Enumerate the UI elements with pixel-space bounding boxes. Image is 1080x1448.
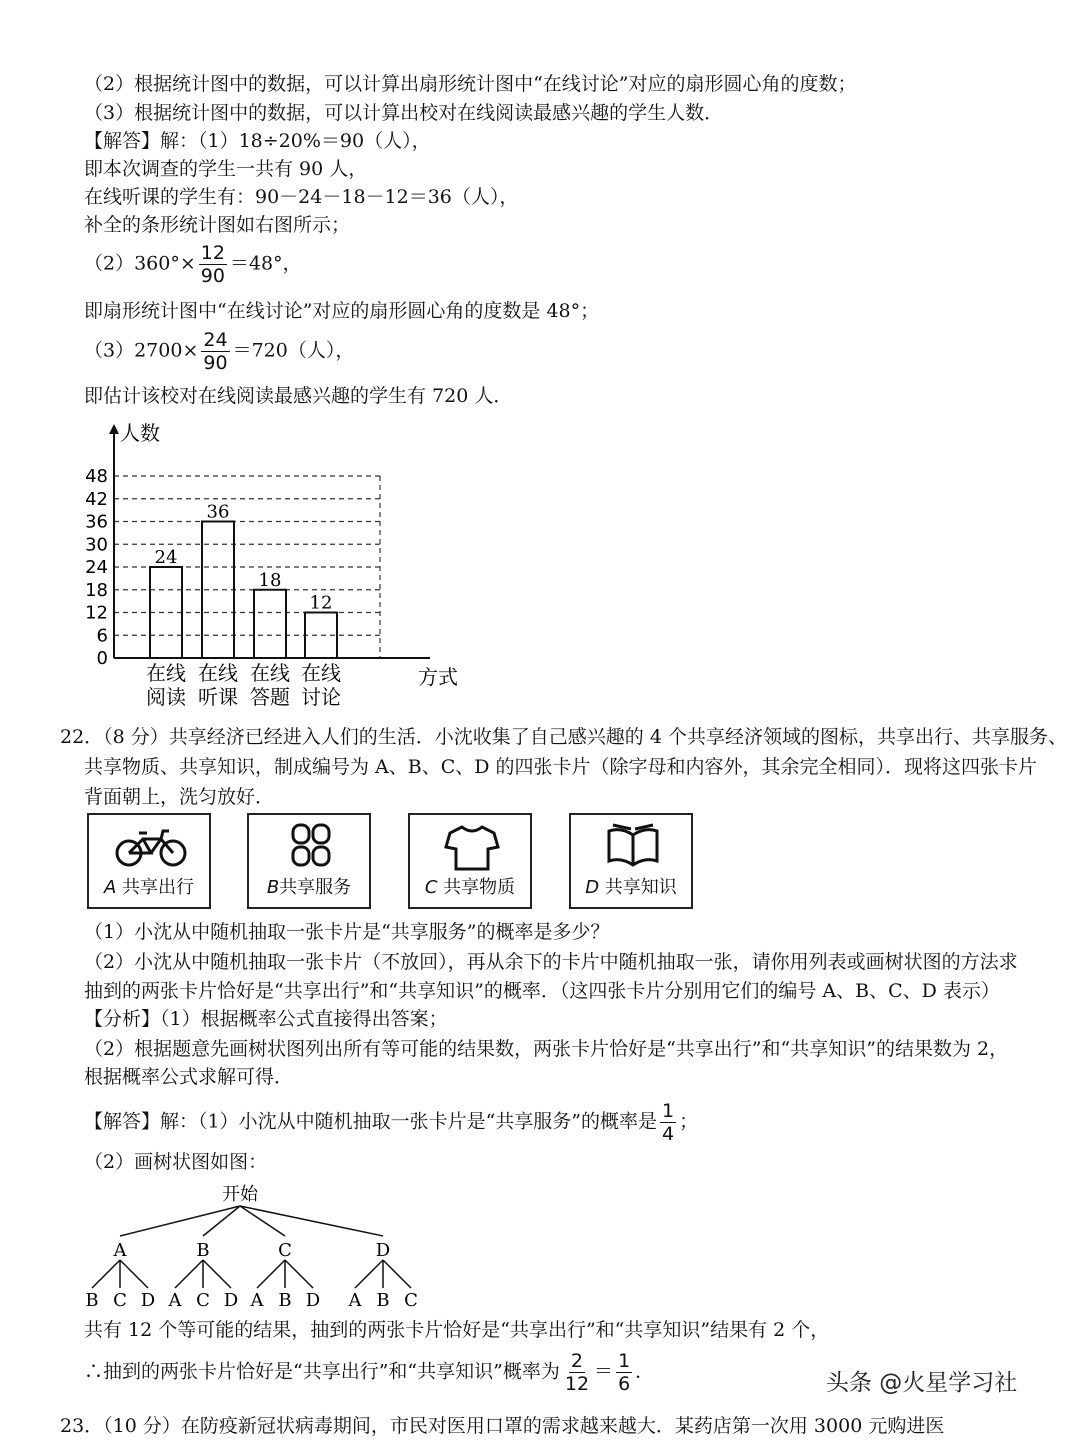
fraction-denominator: 90 [200, 265, 225, 287]
tree-leaf: D [305, 1290, 321, 1310]
text-line: （3）根据统计图中的数据，可以计算出校对在线阅读最感兴趣的学生人数． [84, 102, 724, 124]
text-line: 即估计该校对在线阅读最感兴趣的学生有 720 人． [84, 385, 513, 407]
y-axis-arrow [109, 424, 119, 434]
tree-diagram [80, 1180, 440, 1310]
formula-prefix: （2）360°× [84, 252, 196, 275]
text-line: 抽到的两张卡片恰好是“共享出行”和“共享知识”的概率．（这四张卡片分别用它们的编号 A、B、C、D 表示） [84, 980, 1000, 1002]
x-axis-title: 方式 [418, 665, 458, 689]
tree-leaf: D [140, 1290, 156, 1310]
fraction [616, 1350, 632, 1395]
formula-suffix: ＝720（人）， [232, 339, 355, 362]
tree-edge [120, 1260, 148, 1288]
fraction [201, 329, 229, 374]
fraction [660, 1100, 676, 1145]
text-line: 【解答】解：（1）18÷20%＝90（人）， [84, 130, 431, 152]
formula-line [84, 1100, 698, 1145]
card-label: 共享物质 [443, 877, 516, 898]
tree-node: A [113, 1240, 127, 1261]
fraction-numerator: 2 [570, 1350, 583, 1372]
formula-suffix: ． [635, 1360, 655, 1383]
tree-edge [383, 1260, 411, 1288]
card-b [247, 813, 371, 909]
text-line: 在线听课的学生有：90－24－18－12＝36（人）， [84, 186, 519, 208]
bar-data-label: 24 [154, 547, 178, 568]
card-letter: D [585, 877, 600, 898]
tree-node: C [278, 1240, 292, 1261]
tree-node: B [196, 1240, 210, 1261]
bar-chart [70, 412, 490, 712]
equals-sign: ＝ [594, 1360, 614, 1383]
y-axis-title: 人数 [120, 421, 160, 445]
bar [254, 590, 286, 658]
card-caption [571, 873, 691, 899]
text-line: 根据概率公式求解可得． [84, 1066, 294, 1088]
x-tick-label: 听课 [198, 685, 238, 709]
formula-line [84, 242, 302, 287]
fraction [199, 242, 227, 287]
x-tick-label: 答题 [250, 685, 290, 709]
tree-edge [175, 1260, 203, 1288]
tree-edge [203, 1260, 231, 1288]
card-caption [410, 873, 530, 899]
text-line: （2）画树状图如图： [84, 1151, 268, 1173]
text-line: 共有 12 个等可能的结果，抽到的两张卡片恰好是“共享出行”和“共享知识”结果有 2 个， [84, 1319, 830, 1341]
bar-data-label: 18 [258, 569, 282, 591]
tree-leaf: C [113, 1290, 127, 1310]
formula-suffix: ； [679, 1110, 699, 1133]
tree-edge [285, 1260, 313, 1288]
card-letter: A [103, 877, 117, 898]
card-caption [89, 873, 209, 899]
question-22-line: 背面朝上，洗匀放好． [84, 786, 275, 808]
text-line: （1）小沈从中随机抽取一张卡片是“共享服务”的概率是多少？ [84, 921, 610, 943]
formula-prefix: ∴抽到的两张卡片恰好是“共享出行”和“共享知识”概率为 [84, 1360, 560, 1383]
card-c [408, 813, 532, 909]
x-tick-label: 在线 [198, 661, 238, 685]
fraction [563, 1350, 591, 1395]
fraction-numerator: 12 [200, 242, 225, 264]
tree-leaf: B [85, 1290, 99, 1310]
tree-edge [92, 1260, 120, 1288]
x-tick-label: 在线 [301, 661, 341, 685]
formula-suffix: ＝48°， [229, 252, 302, 275]
question-22-line: 共享物质、共享知识，制成编号为 A、B、C、D 的四张卡片（除字母和内容外，其余完全相同）．现将这四张卡片 [84, 756, 1038, 778]
tree-leaf: B [376, 1290, 390, 1310]
y-tick-label: 12 [85, 602, 108, 624]
card-label: 共享服务 [279, 877, 352, 898]
x-tick-label: 在线 [250, 661, 290, 685]
text-line: 【分析】（1）根据概率公式直接得出答案； [84, 1008, 448, 1030]
tree-leaf: B [278, 1290, 292, 1310]
watermark: 头条 @火星学习社 [818, 1360, 1025, 1401]
tree-leaf: C [196, 1290, 210, 1310]
formula-line [84, 1350, 654, 1395]
y-tick-label: 0 [96, 648, 108, 669]
question-23-line: 23．（10 分）在防疫新冠状病毒期间，市民对医用口罩的需求越来越大．某药店第一次用 3000 元购进医 [60, 1415, 945, 1437]
fraction-denominator: 90 [203, 352, 228, 374]
fraction-denominator: 4 [662, 1123, 675, 1145]
bar-data-label: 36 [206, 501, 230, 523]
fraction-denominator: 12 [564, 1373, 590, 1395]
y-tick-label: 30 [85, 534, 108, 556]
tree-node: D [375, 1240, 391, 1261]
card-label: 共享出行 [122, 877, 195, 898]
x-tick-label: 在线 [146, 661, 186, 685]
tree-leaf: D [223, 1290, 239, 1310]
y-tick-label: 18 [85, 579, 108, 601]
text-line: 即本次调查的学生一共有 90 人， [84, 158, 368, 180]
formula-line [84, 329, 354, 374]
card-label: 共享知识 [604, 877, 677, 898]
card-letter: C [424, 877, 438, 898]
tree-edge [355, 1260, 383, 1288]
tree-leaf: A [168, 1290, 182, 1310]
card-d [569, 813, 693, 909]
y-tick-label: 24 [85, 557, 108, 578]
y-tick-label: 48 [85, 466, 108, 487]
tree-leaf: A [348, 1290, 362, 1310]
bar-data-label: 12 [309, 592, 333, 614]
fraction-numerator: 1 [618, 1350, 631, 1372]
tree-edge [257, 1260, 285, 1288]
formula-prefix: （3）2700× [84, 339, 199, 362]
fraction-numerator: 24 [203, 329, 228, 351]
text-line: （2）根据统计图中的数据，可以计算出扇形统计图中“在线讨论”对应的扇形圆心角的度数； [84, 73, 857, 95]
text-line: 补全的条形统计图如右图所示； [84, 214, 351, 236]
card-caption [249, 873, 369, 899]
x-tick-label: 阅读 [146, 685, 186, 709]
y-tick-label: 6 [96, 625, 108, 647]
question-22-line: 22．（8 分）共享经济已经进入人们的生活．小沈收集了自己感兴趣的 4 个共享经济领域的图标，共享出行、共享服务、 [60, 726, 1067, 748]
fraction-numerator: 1 [662, 1100, 675, 1122]
tree-leaf: C [404, 1290, 418, 1310]
fraction-denominator: 6 [618, 1373, 631, 1395]
x-tick-label: 讨论 [301, 685, 341, 709]
formula-prefix: 【解答】解：（1）小沈从中随机抽取一张卡片是“共享服务”的概率是 [84, 1110, 658, 1133]
tree-root: 开始 [222, 1184, 258, 1205]
card-a [87, 813, 211, 909]
text-line: 即扇形统计图中“在线讨论”对应的扇形圆心角的度数是 48°； [84, 300, 600, 322]
y-tick-label: 42 [85, 488, 108, 510]
text-line: （2）小沈从中随机抽取一张卡片（不放回），再从余下的卡片中随机抽取一张，请你用列表或画树状图的方法求 [84, 951, 1018, 973]
card-letter: B [266, 877, 280, 898]
tree-leaf: A [250, 1290, 264, 1310]
y-tick-label: 36 [85, 511, 108, 533]
text-line: （2）根据题意先画树状图列出所有等可能的结果数，两张卡片恰好是“共享出行”和“共享知识”的结果数为 2， [84, 1038, 1009, 1060]
